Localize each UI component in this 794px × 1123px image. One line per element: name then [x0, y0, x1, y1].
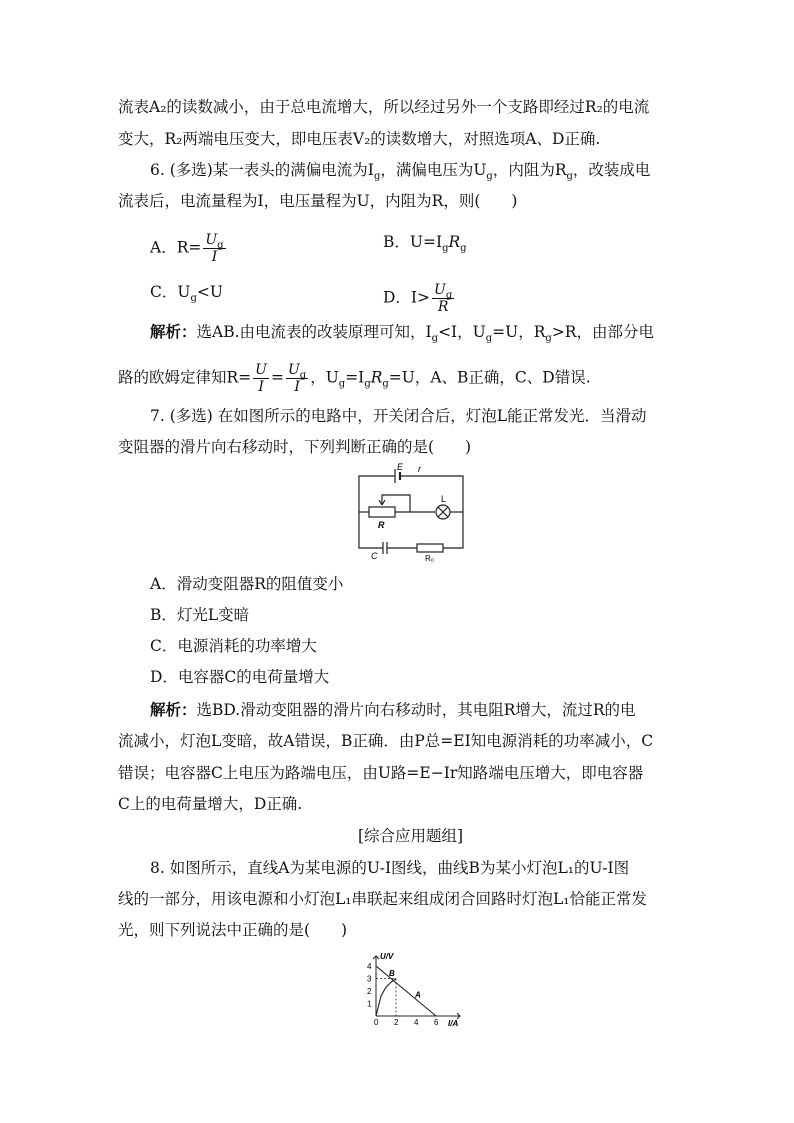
q8-line-3: 光，则下列说法中正确的是( ): [118, 921, 348, 939]
circuit-label-rheostat: R: [378, 520, 385, 530]
q6-line-1: 6. (多选)某一表头的满偏电流为$I_g$，满偏电压为$U_g$，内阻为$R_g$，改装成电: [150, 161, 651, 183]
q7-option-d[interactable]: D．电容器C的电荷量增大: [150, 668, 330, 686]
section-heading: [综合应用题组]: [358, 827, 464, 845]
q7-answer-line-1: 解析：选BD.滑动变阻器的滑片向右移动时，其电阻R增大，流过R的电: [150, 700, 636, 719]
q7-answer-line-4: C上的电荷量增大，D正确.: [118, 795, 303, 813]
q6-answer-line-1: 解析：选AB.由电流表的改装原理可知，$I_g<I$，$U_g=U$，$R_g>R$，由部分电: [150, 322, 654, 345]
graph-y-tick: 1: [367, 999, 372, 1009]
graph-y-tick: 3: [367, 974, 372, 984]
graph-x-tick: 4: [414, 1018, 419, 1027]
u-i-graph: [360, 950, 470, 1028]
q6-line-2: 流表后，电流量程为I，电压量程为U，内阻为R，则( ): [118, 192, 518, 210]
circuit-diagram: [355, 462, 467, 568]
graph-series-a: [376, 966, 436, 1016]
q7-answer-line-2: 流减小，灯泡L变暗，故A错误，B正确．由P总=EI知电源消耗的功率减小，C: [118, 732, 654, 750]
graph-label-a: A: [415, 990, 421, 1000]
circuit-label-e: E: [397, 462, 404, 472]
q6-answer-line-2: 路的欧姆定律知R= $\frac{U}{I}$ = $\frac{U_g}{I}$ ，$U_g=I_gR_g=U$，A、B正确，C、D错误.: [118, 362, 591, 395]
graph-y-label: U/V: [380, 952, 394, 961]
q7-option-b[interactable]: B．灯光L变暗: [150, 606, 250, 624]
circuit-label-r: r: [418, 464, 421, 474]
q6-option-b[interactable]: B．$U=I_gR_g$: [383, 233, 467, 255]
q6-option-c[interactable]: C．$U_g<U$: [150, 283, 223, 305]
graph-x-label: I/A: [448, 1019, 459, 1028]
graph-x-tick: 6: [434, 1018, 439, 1027]
q8-line-2: 线的一部分，用该电源和小灯泡L₁串联起来组成闭合回路时灯泡L₁恰能正常发: [118, 890, 648, 908]
graph-y-tick: 2: [367, 987, 372, 996]
q7-answer-line-3: 错误；电容器C上电压为路端电压，由U路=E−Ir知路端电压增大，即电容器: [118, 764, 644, 782]
text-line-1: 流表A₂的读数减小，由于总电流增大，所以经过另外一个支路即经过R₂的电流: [118, 98, 650, 116]
q7-line-2: 变阻器的滑片向右移动时，下列判断正确的是( ): [118, 438, 472, 456]
q7-line-1: 7. (多选) 在如图所示的电路中，开关闭合后，灯泡L能正常发光．当滑动: [150, 407, 647, 425]
graph-y-tick: 4: [367, 962, 372, 971]
graph-series-b: [376, 979, 396, 1017]
q8-line-1: 8. 如图所示，直线A为某电源的U-I图线，曲线B为某小灯泡L₁的U-I图: [150, 859, 630, 877]
circuit-label-capacitor: C: [371, 551, 378, 561]
graph-guide-lines: [376, 979, 396, 1017]
circuit-label-lamp: L: [441, 494, 447, 504]
circuit-label-r0: R₀: [425, 554, 435, 563]
graph-label-b: B: [389, 969, 395, 978]
q7-option-c[interactable]: C．电源消耗的功率增大: [150, 637, 317, 655]
text-line-2: 变大，R₂两端电压变大，即电压表V₂的读数增大，对照选项A、D正确.: [118, 130, 601, 148]
q6-option-d[interactable]: D．I> $\frac{U_g}{R}$: [383, 282, 453, 315]
graph-x-tick: 2: [394, 1018, 399, 1027]
q6-option-a[interactable]: A．R= $\frac{U_g}{I}$: [150, 232, 224, 265]
q7-option-a[interactable]: A．滑动变阻器R的阻值变小: [150, 575, 344, 593]
graph-x-tick: 0: [374, 1018, 379, 1027]
